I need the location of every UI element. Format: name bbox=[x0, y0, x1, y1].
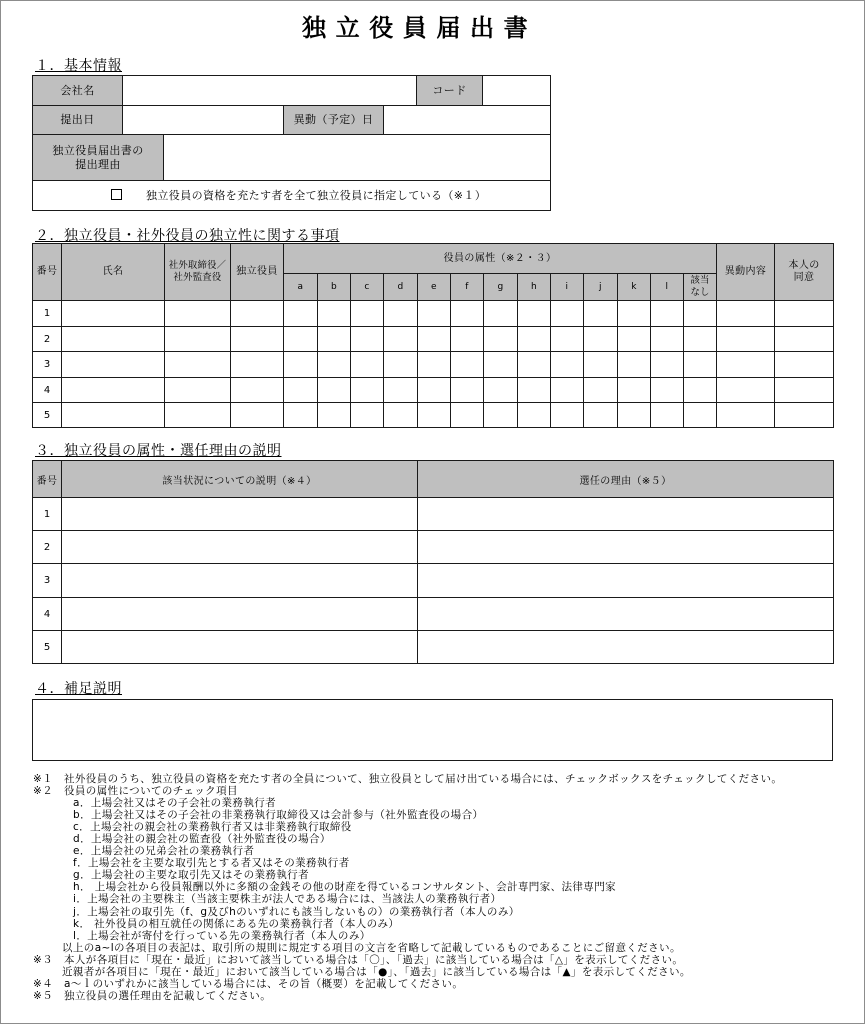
note-3-line-1: ※３ 本人が各項目に「現在・最近」において該当している場合は「〇」、「過去」に該当している場合は「△」を表示してください。 bbox=[33, 953, 684, 966]
attribute-f-field[interactable] bbox=[451, 352, 484, 378]
note-2-heading: ※２ 役員の属性についてのチェック項目 bbox=[33, 785, 238, 798]
row-number: 2 bbox=[33, 327, 62, 352]
note-4: ※４ a～ｌのいずれかに該当している場合には、その旨（概要）を記載してください。 bbox=[33, 977, 464, 990]
explanation-row bbox=[33, 531, 834, 564]
attribute-b-field[interactable] bbox=[318, 301, 351, 327]
submission-date-field[interactable] bbox=[123, 106, 284, 135]
attribute-f-field[interactable] bbox=[451, 327, 484, 352]
not-applicable-field[interactable] bbox=[684, 301, 717, 327]
attribute-l-field[interactable] bbox=[651, 301, 684, 327]
attribute-l-field[interactable] bbox=[651, 352, 684, 378]
explanation-row bbox=[33, 598, 834, 631]
change-details-field[interactable] bbox=[717, 403, 775, 428]
outside-role-field[interactable] bbox=[165, 352, 231, 378]
change-details-field[interactable] bbox=[717, 352, 775, 378]
attribute-d-header: d bbox=[384, 274, 418, 301]
selection-reason-field[interactable] bbox=[418, 498, 834, 531]
row-number: 1 bbox=[33, 498, 62, 531]
independence-table bbox=[32, 243, 834, 428]
attribute-e-field[interactable] bbox=[418, 327, 451, 352]
attribute-l-field[interactable] bbox=[651, 378, 684, 403]
independent-officer-field[interactable] bbox=[231, 327, 284, 352]
all-designated-checkbox[interactable] bbox=[111, 189, 122, 200]
explanation-row bbox=[33, 564, 834, 598]
all-designated-cell bbox=[33, 181, 551, 211]
attribute-l-header: l bbox=[651, 274, 684, 301]
explanation-row bbox=[33, 498, 834, 531]
attribute-a-header: a bbox=[284, 274, 318, 301]
attribute-f-field[interactable] bbox=[451, 403, 484, 428]
consent-field[interactable] bbox=[775, 403, 834, 428]
consent-field[interactable] bbox=[775, 301, 834, 327]
attribute-i-field[interactable] bbox=[551, 327, 584, 352]
attribute-l-field[interactable] bbox=[651, 403, 684, 428]
row-number: 4 bbox=[33, 598, 62, 631]
code-field[interactable] bbox=[483, 76, 551, 106]
col-header-independent-officer: 独立役員 bbox=[231, 244, 284, 301]
outside-role-field[interactable] bbox=[165, 327, 231, 352]
row-number: 5 bbox=[33, 631, 62, 664]
attribute-i-field[interactable] bbox=[551, 378, 584, 403]
attribute-item-l: l．上場会社が寄付を行っている先の業務執行者（本人のみ） bbox=[73, 929, 371, 942]
attribute-e-field[interactable] bbox=[418, 352, 451, 378]
attribute-c-field[interactable] bbox=[351, 327, 384, 352]
attribute-d-field[interactable] bbox=[384, 403, 418, 428]
attribute-a-field[interactable] bbox=[284, 378, 318, 403]
row-number: 5 bbox=[33, 403, 62, 428]
officer-name-field[interactable] bbox=[62, 352, 165, 378]
attribute-item-d: d．上場会社の親会社の監査役（社外監査役の場合） bbox=[73, 833, 331, 846]
attribute-k-field[interactable] bbox=[618, 403, 651, 428]
attribute-h-header: h bbox=[518, 274, 551, 301]
note-5: ※５ 独立役員の選任理由を記載してください。 bbox=[33, 989, 272, 1002]
attribute-j-field[interactable] bbox=[584, 403, 618, 428]
col-header-not-applicable: 該当 なし bbox=[684, 274, 717, 301]
col-header-attributes: 役員の属性（※２・３） bbox=[284, 244, 717, 274]
attribute-item-c: c．上場会社の親会社の業務執行者又は非業務執行取締役 bbox=[73, 821, 352, 834]
independent-officer-field[interactable] bbox=[231, 378, 284, 403]
consent-field[interactable] bbox=[775, 327, 834, 352]
reason-row bbox=[33, 135, 551, 181]
outside-role-field[interactable] bbox=[165, 301, 231, 327]
not-applicable-field[interactable] bbox=[684, 352, 717, 378]
officer-row bbox=[33, 378, 834, 403]
attribute-i-field[interactable] bbox=[551, 403, 584, 428]
attribute-e-header: e bbox=[418, 274, 451, 301]
attribute-d-field[interactable] bbox=[384, 378, 418, 403]
row-number: 4 bbox=[33, 378, 62, 403]
col-header-change-details: 異動内容 bbox=[717, 244, 775, 301]
attribute-item-g: g．上場会社の主要な取引先又はその業務執行者 bbox=[73, 869, 309, 882]
row-number: 2 bbox=[33, 531, 62, 564]
attribute-h-field[interactable] bbox=[518, 352, 551, 378]
attribute-j-field[interactable] bbox=[584, 301, 618, 327]
attribute-c-field[interactable] bbox=[351, 403, 384, 428]
independent-officer-field[interactable] bbox=[231, 352, 284, 378]
attribute-k-field[interactable] bbox=[618, 301, 651, 327]
header-row-1 bbox=[33, 244, 834, 274]
status-explanation-field[interactable] bbox=[62, 531, 418, 564]
officer-row bbox=[33, 352, 834, 378]
explanation-table-body bbox=[33, 498, 834, 664]
note-3-line-2: 近親者が各項目に「現在・最近」において該当している場合は「●」、「過去」に該当している場合は「▲」を表示してください。 bbox=[62, 965, 691, 978]
submission-reason-label: 独立役員届出書の 提出理由 bbox=[33, 135, 164, 181]
attribute-c-header: c bbox=[351, 274, 384, 301]
officer-name-field[interactable] bbox=[62, 403, 165, 428]
col-header-outside-role: 社外取締役／ 社外監査役 bbox=[165, 244, 231, 301]
col-header-status-explanation: 該当状況についての説明（※４） bbox=[62, 461, 418, 498]
col-header-selection-reason: 選任の理由（※５） bbox=[418, 461, 834, 498]
note-1: ※１ 社外役員のうち、独立役員の資格を充たす者の全員について、独立役員として届け出ている場合には、チェックボックスをチェックしてください。 bbox=[33, 773, 783, 785]
basic-info-table bbox=[32, 75, 551, 211]
row-number: 3 bbox=[33, 352, 62, 378]
attribute-g-field[interactable] bbox=[484, 403, 518, 428]
company-name-field[interactable] bbox=[123, 76, 417, 106]
officer-row bbox=[33, 327, 834, 352]
attribute-item-f: f．上場会社を主要な取引先とする者又はその業務執行者 bbox=[73, 857, 350, 870]
attribute-j-field[interactable] bbox=[584, 352, 618, 378]
attribute-d-field[interactable] bbox=[384, 301, 418, 327]
row-number: 1 bbox=[33, 301, 62, 327]
company-name-label: 会社名 bbox=[33, 76, 123, 106]
attribute-e-field[interactable] bbox=[418, 301, 451, 327]
attribute-item-a: a．上場会社又はその子会社の業務執行者 bbox=[73, 797, 277, 810]
attribute-g-header: g bbox=[484, 274, 518, 301]
officer-name-field[interactable] bbox=[62, 327, 165, 352]
section-4-heading: ４．補足説明 bbox=[35, 681, 122, 697]
attribute-h-field[interactable] bbox=[518, 327, 551, 352]
attribute-e-field[interactable] bbox=[418, 378, 451, 403]
col-header-number: 番号 bbox=[33, 244, 62, 301]
attribute-i-header: i bbox=[551, 274, 584, 301]
attribute-l-field[interactable] bbox=[651, 327, 684, 352]
attribute-g-field[interactable] bbox=[484, 327, 518, 352]
submission-reason-field[interactable] bbox=[164, 135, 551, 181]
attribute-item-k: k． 社外役員の相互就任の関係にある先の業務執行者（本人のみ） bbox=[73, 917, 400, 930]
page-title: 独立役員届出書 bbox=[302, 14, 538, 42]
attribute-g-field[interactable] bbox=[484, 378, 518, 403]
submission-date-label: 提出日 bbox=[33, 106, 123, 135]
attribute-item-e: e．上場会社の兄弟会社の業務執行者 bbox=[73, 845, 255, 858]
attribute-b-field[interactable] bbox=[318, 352, 351, 378]
attribute-i-field[interactable] bbox=[551, 352, 584, 378]
officer-name-field[interactable] bbox=[62, 378, 165, 403]
change-date-label: 異動（予定）日 bbox=[284, 106, 384, 135]
selection-reason-field[interactable] bbox=[418, 531, 834, 564]
explanation-row bbox=[33, 631, 834, 664]
change-details-field[interactable] bbox=[717, 327, 775, 352]
date-row bbox=[33, 106, 551, 135]
section-3-heading: ３．独立役員の属性・選任理由の説明 bbox=[35, 443, 282, 459]
row-number: 3 bbox=[33, 564, 62, 598]
change-details-field[interactable] bbox=[717, 378, 775, 403]
attribute-item-b: b．上場会社又はその子会社の非業務執行取締役又は会計参与（社外監査役の場合） bbox=[73, 809, 484, 822]
selection-reason-field[interactable] bbox=[418, 631, 834, 664]
attribute-c-field[interactable] bbox=[351, 352, 384, 378]
attribute-a-field[interactable] bbox=[284, 327, 318, 352]
attribute-a-field[interactable] bbox=[284, 403, 318, 428]
explanation-table bbox=[32, 460, 834, 664]
attribute-d-field[interactable] bbox=[384, 352, 418, 378]
status-explanation-field[interactable] bbox=[62, 631, 418, 664]
not-applicable-field[interactable] bbox=[684, 378, 717, 403]
all-designated-checkbox-label: 独立役員の資格を充たす者を全て独立役員に指定している（※１） bbox=[146, 188, 487, 202]
attribute-d-field[interactable] bbox=[384, 327, 418, 352]
note-2-remark: 以上のa~lの各項目の表記は、取引所の規則に規定する項目の文言を省略して記載しているものであることにご留意ください。 bbox=[62, 941, 681, 954]
attribute-k-field[interactable] bbox=[618, 352, 651, 378]
attribute-i-field[interactable] bbox=[551, 301, 584, 327]
attribute-k-field[interactable] bbox=[618, 378, 651, 403]
attribute-f-field[interactable] bbox=[451, 378, 484, 403]
supplementary-field[interactable] bbox=[32, 699, 833, 761]
attribute-e-field[interactable] bbox=[418, 403, 451, 428]
attribute-c-field[interactable] bbox=[351, 301, 384, 327]
officer-row bbox=[33, 301, 834, 327]
attribute-f-header: f bbox=[451, 274, 484, 301]
attribute-j-field[interactable] bbox=[584, 327, 618, 352]
outside-role-field[interactable] bbox=[165, 403, 231, 428]
code-label: コード bbox=[417, 76, 483, 106]
attribute-a-field[interactable] bbox=[284, 301, 318, 327]
attribute-h-field[interactable] bbox=[518, 378, 551, 403]
selection-reason-field[interactable] bbox=[418, 598, 834, 631]
attribute-h-field[interactable] bbox=[518, 301, 551, 327]
not-applicable-field[interactable] bbox=[684, 403, 717, 428]
independent-officer-field[interactable] bbox=[231, 301, 284, 327]
checkbox-row bbox=[33, 181, 551, 211]
attribute-b-field[interactable] bbox=[318, 327, 351, 352]
col-header-number: 番号 bbox=[33, 461, 62, 498]
not-applicable-field[interactable] bbox=[684, 327, 717, 352]
attribute-k-header: k bbox=[618, 274, 651, 301]
attribute-item-h: h． 上場会社から役員報酬以外に多額の金銭その他の財産を得ているコンサルタント、会計専門家、法律専門家 bbox=[73, 881, 616, 894]
attribute-g-field[interactable] bbox=[484, 352, 518, 378]
attribute-j-header: j bbox=[584, 274, 618, 301]
section-1-heading: １．基本情報 bbox=[35, 58, 122, 74]
attribute-b-header: b bbox=[318, 274, 351, 301]
attribute-b-field[interactable] bbox=[318, 403, 351, 428]
attribute-f-field[interactable] bbox=[451, 301, 484, 327]
attribute-h-field[interactable] bbox=[518, 403, 551, 428]
consent-field[interactable] bbox=[775, 352, 834, 378]
col-header-consent: 本人の 同意 bbox=[775, 244, 834, 301]
independence-table-body bbox=[33, 301, 834, 428]
company-row bbox=[33, 76, 551, 106]
consent-field[interactable] bbox=[775, 378, 834, 403]
attribute-k-field[interactable] bbox=[618, 327, 651, 352]
change-details-field[interactable] bbox=[717, 301, 775, 327]
section-2-heading: ２．独立役員・社外役員の独立性に関する事項 bbox=[35, 228, 340, 244]
col-header-name: 氏名 bbox=[62, 244, 165, 301]
attribute-g-field[interactable] bbox=[484, 301, 518, 327]
status-explanation-field[interactable] bbox=[62, 564, 418, 598]
officer-row bbox=[33, 403, 834, 428]
officer-name-field[interactable] bbox=[62, 301, 165, 327]
independent-officer-field[interactable] bbox=[231, 403, 284, 428]
selection-reason-field[interactable] bbox=[418, 564, 834, 598]
attribute-j-field[interactable] bbox=[584, 378, 618, 403]
attribute-item-j: j．上場会社の取引先（f、g及びhのいずれにも該当しないもの）の業務執行者（本人のみ） bbox=[73, 905, 520, 918]
status-explanation-field[interactable] bbox=[62, 498, 418, 531]
notes bbox=[33, 773, 853, 1002]
attribute-c-field[interactable] bbox=[351, 378, 384, 403]
status-explanation-field[interactable] bbox=[62, 598, 418, 631]
attribute-a-field[interactable] bbox=[284, 352, 318, 378]
attribute-item-i: i．上場会社の主要株主（当該主要株主が法人である場合には、当該法人の業務執行者） bbox=[73, 893, 502, 906]
attribute-b-field[interactable] bbox=[318, 378, 351, 403]
outside-role-field[interactable] bbox=[165, 378, 231, 403]
explanation-header-row bbox=[33, 461, 834, 498]
change-date-field[interactable] bbox=[384, 106, 551, 135]
